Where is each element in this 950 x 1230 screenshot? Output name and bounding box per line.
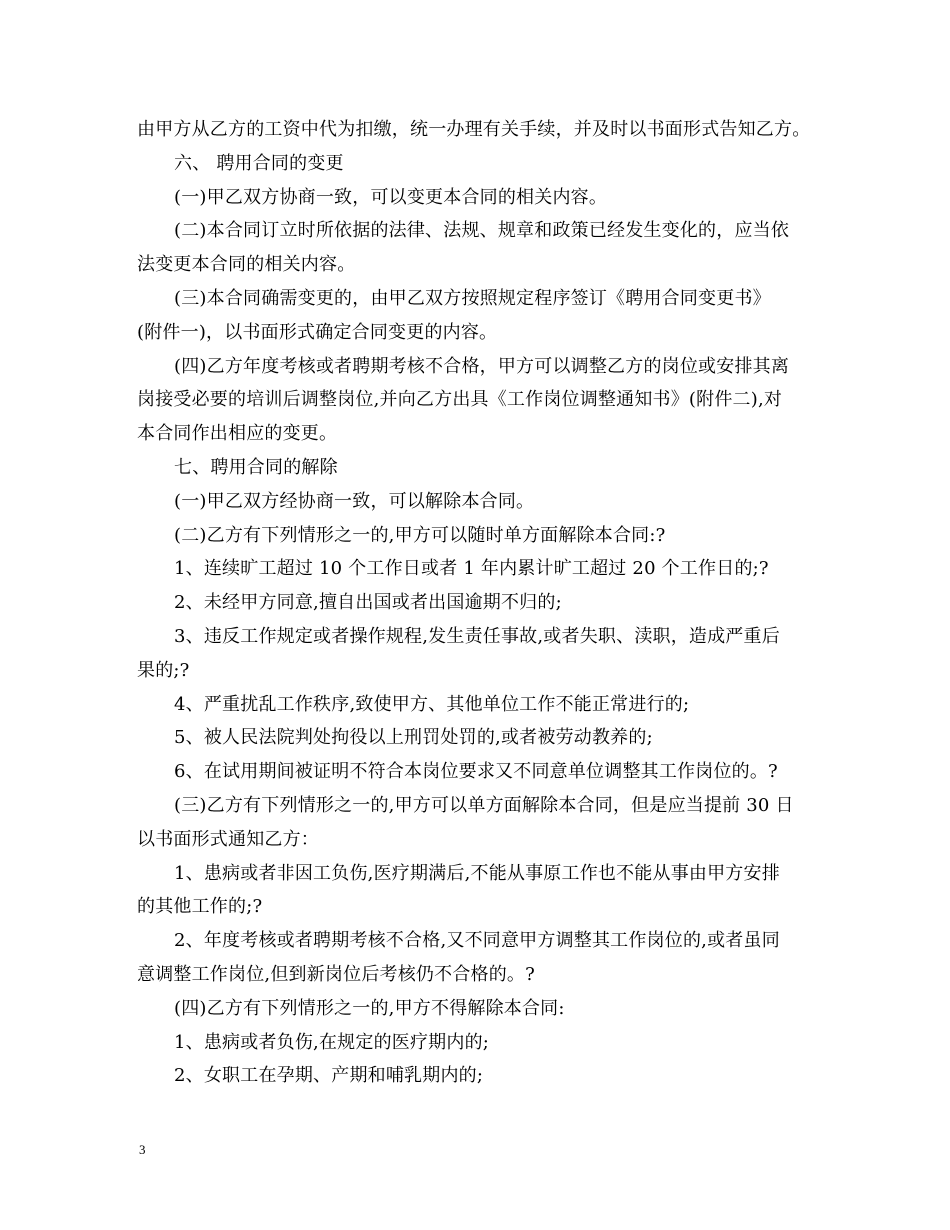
document-body (137, 113, 817, 1093)
text-line: 由甲方从乙方的工资中代为扣缴，统一办理有关手续，并及时以书面形式告知乙方。 (137, 119, 811, 140)
text-line: 2、未经甲方同意,擅自出国或者出国逾期不归的; (174, 592, 562, 614)
text-line: (一)甲乙双方协商一致，可以变更本合同的相关内容。 (174, 186, 608, 208)
text-line: 3、违反工作规定或者操作规程,发生责任事故,或者失职、渎职，造成严重后 (174, 625, 780, 647)
text-line: (二)乙方有下列情形之一的,甲方可以随时单方面解除本合同:? (174, 524, 666, 546)
text-line: 法变更本合同的相关内容。 (137, 254, 356, 276)
text-line: 以书面形式通知乙方： (137, 828, 319, 850)
text-line: (二)本合同订立时所依据的法律、法规、规章和政策已经发生变化的，应当依 (174, 220, 790, 242)
text-line: (四)乙方有下列情形之一的,甲方不得解除本合同: (174, 997, 565, 1019)
text-line: (四)乙方年度考核或者聘期考核不合格，甲方可以调整乙方的岗位或安排其离 (174, 355, 790, 377)
text-line: 1、连续旷工超过 10 个工作日或者 1 年内累计旷工超过 20 个工作日的;? (174, 558, 769, 580)
text-line: (一)甲乙双方经协商一致，可以解除本合同。 (174, 490, 535, 512)
text-line: 4、严重扰乱工作秩序,致使甲方、其他单位工作不能正常进行的; (174, 693, 690, 715)
text-line: 2、女职工在孕期、产期和哺乳期内的; (174, 1065, 484, 1087)
text-line: (三)乙方有下列情形之一的,甲方可以单方面解除本合同，但是应当提前 30 日 (174, 794, 794, 816)
text-line: 5、被人民法院判处拘役以上刑罚处罚的,或者被劳动教养的; (174, 727, 653, 749)
text-line: 1、患病或者负伤,在规定的医疗期内的; (174, 1031, 490, 1053)
text-line: 七、聘用合同的解除 (174, 456, 338, 478)
page-number: 3 (139, 1142, 146, 1157)
text-line: (附件一)，以书面形式确定合同变更的内容。 (137, 321, 498, 343)
text-line: 6、在试用期间被证明不符合本岗位要求又不同意单位调整其工作岗位的。? (174, 761, 778, 783)
text-line: 2、年度考核或者聘期考核不合格,又不同意甲方调整其工作岗位的,或者虽同 (174, 930, 780, 952)
text-line: 本合同作出相应的变更。 (137, 423, 338, 445)
text-line: 六、 聘用合同的变更 (174, 152, 344, 174)
text-line: 岗接受必要的培训后调整岗位,并向乙方出具《工作岗位调整通知书》(附件二),对 (137, 389, 783, 411)
text-line: 意调整工作岗位,但到新岗位后考核仍不合格的。? (137, 963, 535, 985)
text-line: 1、患病或者非因工负伤,医疗期满后,不能从事原工作也不能从事由甲方安排 (174, 862, 780, 884)
text-line: 果的;? (137, 659, 190, 681)
text-line: 的其他工作的;? (137, 896, 263, 918)
text-line: (三)本合同确需变更的，由甲乙双方按照规定程序签订《聘用合同变更书》 (174, 287, 771, 309)
